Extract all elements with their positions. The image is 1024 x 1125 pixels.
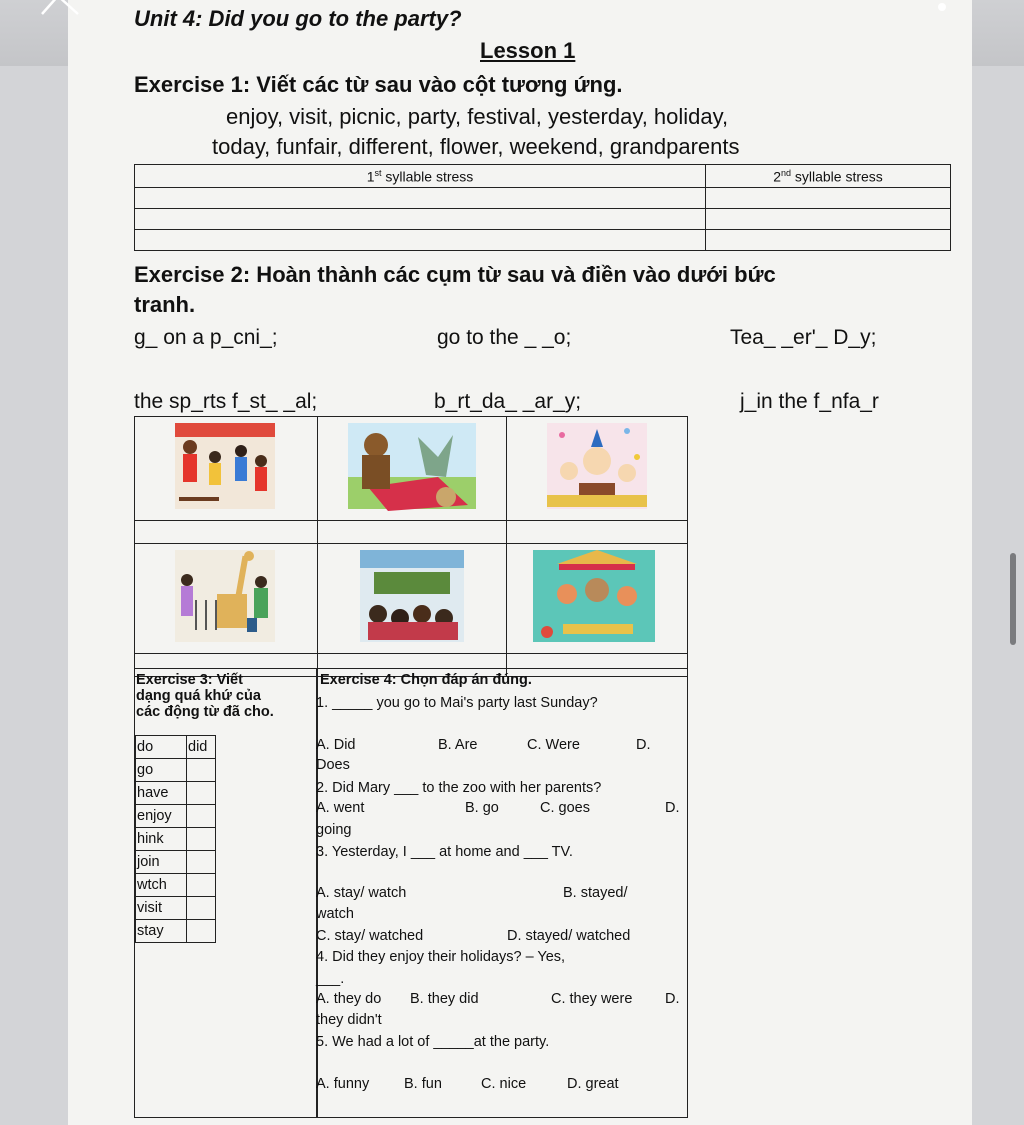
lesson-title: Lesson 1	[480, 38, 576, 63]
q4-option-a[interactable]: A. they do	[316, 991, 382, 1007]
q5-option-d[interactable]: D. great	[567, 1076, 619, 1092]
past-form-cell[interactable]: did	[187, 736, 216, 759]
answer-cell[interactable]	[507, 521, 688, 544]
verb-row	[136, 897, 216, 920]
question-4: 4. Did they enjoy their holidays? – Yes,	[316, 949, 566, 965]
q5-option-a[interactable]: A. funny	[316, 1076, 370, 1092]
picture-zoo	[135, 544, 318, 654]
past-form-cell[interactable]	[187, 828, 216, 851]
table-cell[interactable]	[135, 230, 706, 251]
left-margin	[0, 66, 68, 1125]
q1-option-b[interactable]: B. Are	[438, 737, 478, 753]
q3-option-b[interactable]: B. stayed/	[563, 885, 628, 901]
picture-funfair	[507, 544, 688, 654]
q4-option-b[interactable]: B. they did	[410, 991, 479, 1007]
exercise2-heading: Exercise 2: Hoàn thành các cụm từ sau và điền vào dưới bức	[134, 262, 776, 287]
phrase-funfair: j_in the f_nfa_r	[740, 390, 879, 413]
exercise3-heading-cont: các động từ đã cho.	[136, 704, 274, 720]
table-cell[interactable]	[706, 230, 951, 251]
table-cell[interactable]	[135, 188, 706, 209]
q4-blank: ___.	[316, 971, 345, 987]
question-2: 2. Did Mary ___ to the zoo with her parents?	[316, 780, 602, 796]
q1-option-d-text[interactable]: Does	[316, 757, 350, 773]
question-5: 5. We had a lot of _____at the party.	[316, 1034, 550, 1050]
q4-option-d[interactable]: D.	[665, 991, 680, 1007]
q3-option-d[interactable]: D. stayed/ watched	[507, 928, 631, 944]
q1-option-a[interactable]: A. Did	[316, 737, 356, 753]
exercise1-heading: Exercise 1: Viết các từ sau vào cột tương ứng.	[134, 72, 623, 97]
answer-cell[interactable]	[135, 521, 318, 544]
exercise2-heading-cont: tranh.	[134, 292, 196, 317]
past-form-cell[interactable]	[187, 782, 216, 805]
q2-option-b[interactable]: B. go	[465, 800, 499, 816]
picture-sports-festival	[135, 417, 318, 521]
q3-option-c[interactable]: C. stay/ watched	[316, 928, 424, 944]
question-3: 3. Yesterday, I ___ at home and ___ TV.	[316, 844, 573, 860]
verb-row	[136, 874, 216, 897]
q3-option-a[interactable]: A. stay/ watch	[316, 885, 407, 901]
phrase-teachers-day: Tea_ _er'_ D_y;	[730, 326, 877, 349]
verb-cell: go	[136, 759, 187, 782]
past-form-cell[interactable]	[187, 874, 216, 897]
answer-cell[interactable]	[318, 521, 507, 544]
past-form-cell[interactable]	[187, 897, 216, 920]
back-arrow-icon[interactable]	[40, 0, 80, 16]
question-1: 1. _____ you go to Mai's party last Sunday?	[316, 695, 598, 711]
past-form-cell[interactable]	[187, 759, 216, 782]
col-second-syllable: 2nd syllable stress	[706, 165, 951, 188]
verb-cell: stay	[136, 920, 187, 943]
past-form-cell[interactable]	[187, 851, 216, 874]
picture-picnic	[318, 417, 507, 521]
q5-option-c[interactable]: C. nice	[481, 1076, 527, 1092]
verb-table	[135, 735, 216, 943]
verb-cell: have	[136, 782, 187, 805]
verb-row	[136, 736, 216, 759]
table-cell[interactable]	[706, 188, 951, 209]
q5-option-b[interactable]: B. fun	[404, 1076, 442, 1092]
q1-option-d[interactable]: D.	[636, 737, 651, 753]
phrase-sports-festival: the sp_rts f_st_ _al;	[134, 390, 318, 413]
unit-title: Unit 4: Did you go to the party?	[134, 6, 462, 31]
picture-birthday-party	[507, 417, 688, 521]
verb-cell: visit	[136, 897, 187, 920]
menu-dot-icon[interactable]	[938, 3, 946, 11]
q2-option-c[interactable]: C. goes	[540, 800, 590, 816]
exercise3-heading: Exercise 3: Viết	[136, 672, 243, 688]
phrase-zoo: go to the _ _o;	[437, 326, 572, 349]
q2-option-d-text[interactable]: going	[316, 822, 352, 838]
verb-cell: do	[136, 736, 187, 759]
exercise3-heading-cont: dạng quá khứ của	[136, 688, 261, 704]
table-cell[interactable]	[135, 209, 706, 230]
scrollbar-thumb[interactable]	[1010, 553, 1016, 645]
right-margin	[972, 66, 1024, 1125]
q4-option-c[interactable]: C. they were	[551, 991, 633, 1007]
verb-row	[136, 828, 216, 851]
verb-row	[136, 759, 216, 782]
phrase-picnic: g_ on a p_cni_;	[134, 326, 278, 349]
verb-row	[136, 782, 216, 805]
verb-cell: enjoy	[136, 805, 187, 828]
q4-option-d-text[interactable]: they didn't	[316, 1012, 382, 1028]
picture-teachers-day	[318, 544, 507, 654]
q3-option-b-text[interactable]: watch	[316, 906, 354, 922]
past-form-cell[interactable]	[187, 805, 216, 828]
verb-cell: join	[136, 851, 187, 874]
phrase-birthday-party: b_rt_da_ _ar_y;	[434, 390, 582, 413]
col-first-syllable: 1st syllable stress	[135, 165, 706, 188]
verb-cell: wtch	[136, 874, 187, 897]
exercise4-heading: Exercise 4: Chọn đáp án đúng.	[320, 672, 532, 688]
verb-row	[136, 851, 216, 874]
q2-option-a[interactable]: A. went	[316, 800, 365, 816]
verb-row	[136, 920, 216, 943]
picture-grid	[134, 416, 688, 677]
q2-option-d[interactable]: D.	[665, 800, 680, 816]
q1-option-c[interactable]: C. Were	[527, 737, 580, 753]
verb-row	[136, 805, 216, 828]
exercise1-words-line1: enjoy, visit, picnic, party, festival, yesterday, holiday,	[226, 104, 729, 129]
exercise1-words-line2: today, funfair, different, flower, weekend, grandparents	[212, 134, 740, 159]
past-form-cell[interactable]	[187, 920, 216, 943]
stress-table	[134, 164, 951, 251]
table-cell[interactable]	[706, 209, 951, 230]
verb-cell: hink	[136, 828, 187, 851]
